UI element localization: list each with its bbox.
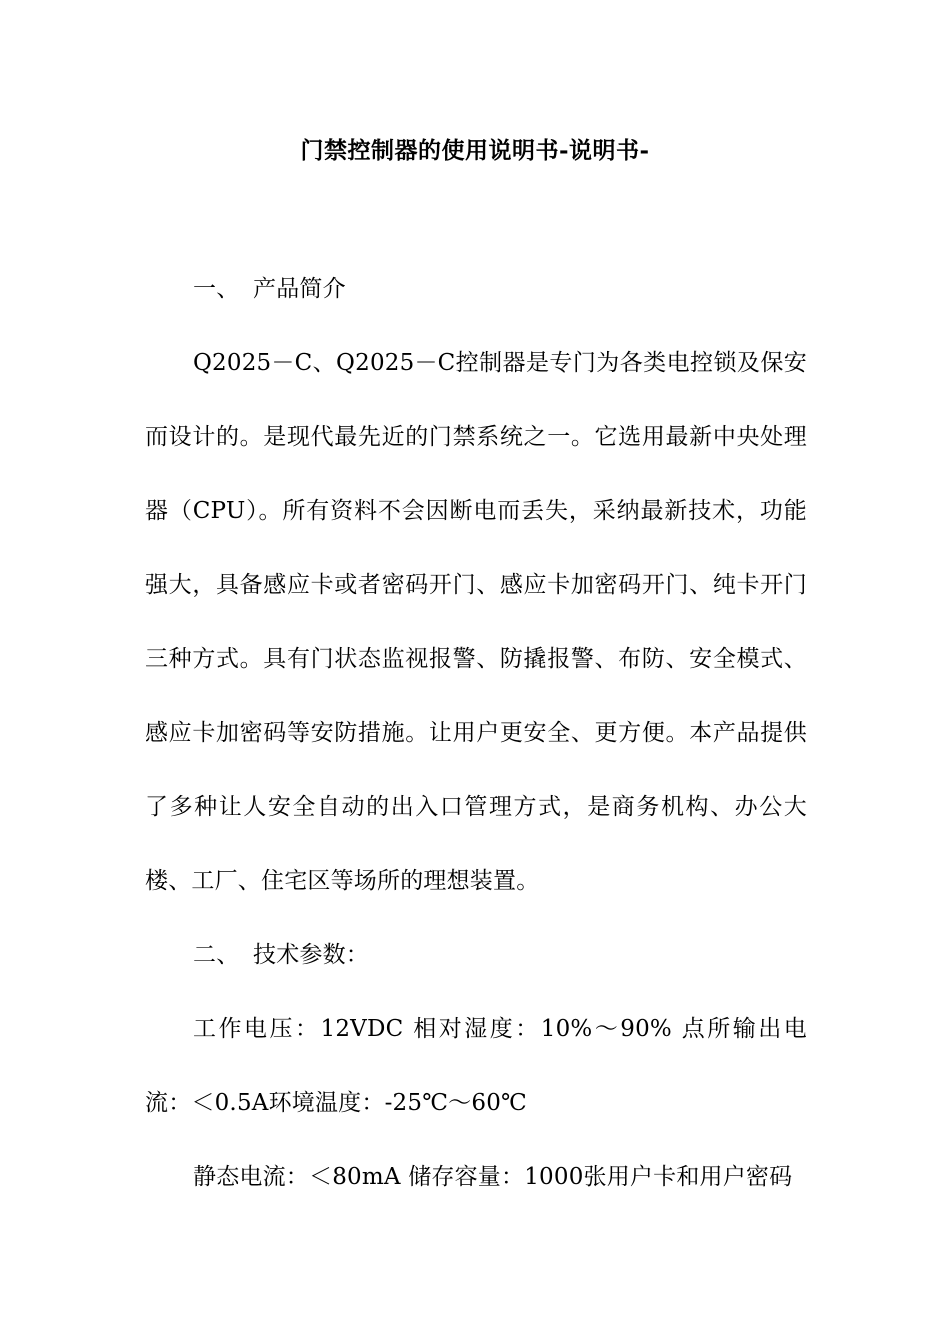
paragraph-product-intro: Q2025－C、Q2025－C控制器是专门为各类电控锁及保安而设计的。是现代最先近的门禁系统之一。它选用最新中央处理器（CPU）。所有资料不会因断电而丢失，采纳最新技术，功能强大，具备感应卡或者密码开门、感应卡加密码开门、纯卡开门三种方式。具有门状态监视报警、防撬报警、布防、安全模式、感应卡加密码等安防措施。让用户更安全、更方便。本产品提供了多种让人安全自动的出入口管理方式，是商务机构、办公大楼、工厂、住宅区等场所的理想装置。 (145, 350, 807, 894)
section-heading-text: 技术参数： (253, 942, 369, 968)
section-number: 二、 (193, 942, 240, 968)
document-body (145, 252, 807, 1214)
section-heading-2 (145, 918, 807, 992)
section-heading-text: 产品简介 (253, 276, 346, 302)
section-heading-1 (145, 252, 807, 326)
paragraph-tech-params-1: 工作电压：12VDC 相对湿度：10%～90% 点所输出电流：＜0.5A环境温度：-25℃～60℃ (145, 1016, 807, 1116)
document-title: 门禁控制器的使用说明书-说明书- (300, 137, 650, 164)
paragraph-tech-params-2: 静态电流：＜80mA 储存容量：1000张用户卡和用户密码 (193, 1164, 793, 1190)
section-number: 一、 (193, 276, 240, 302)
